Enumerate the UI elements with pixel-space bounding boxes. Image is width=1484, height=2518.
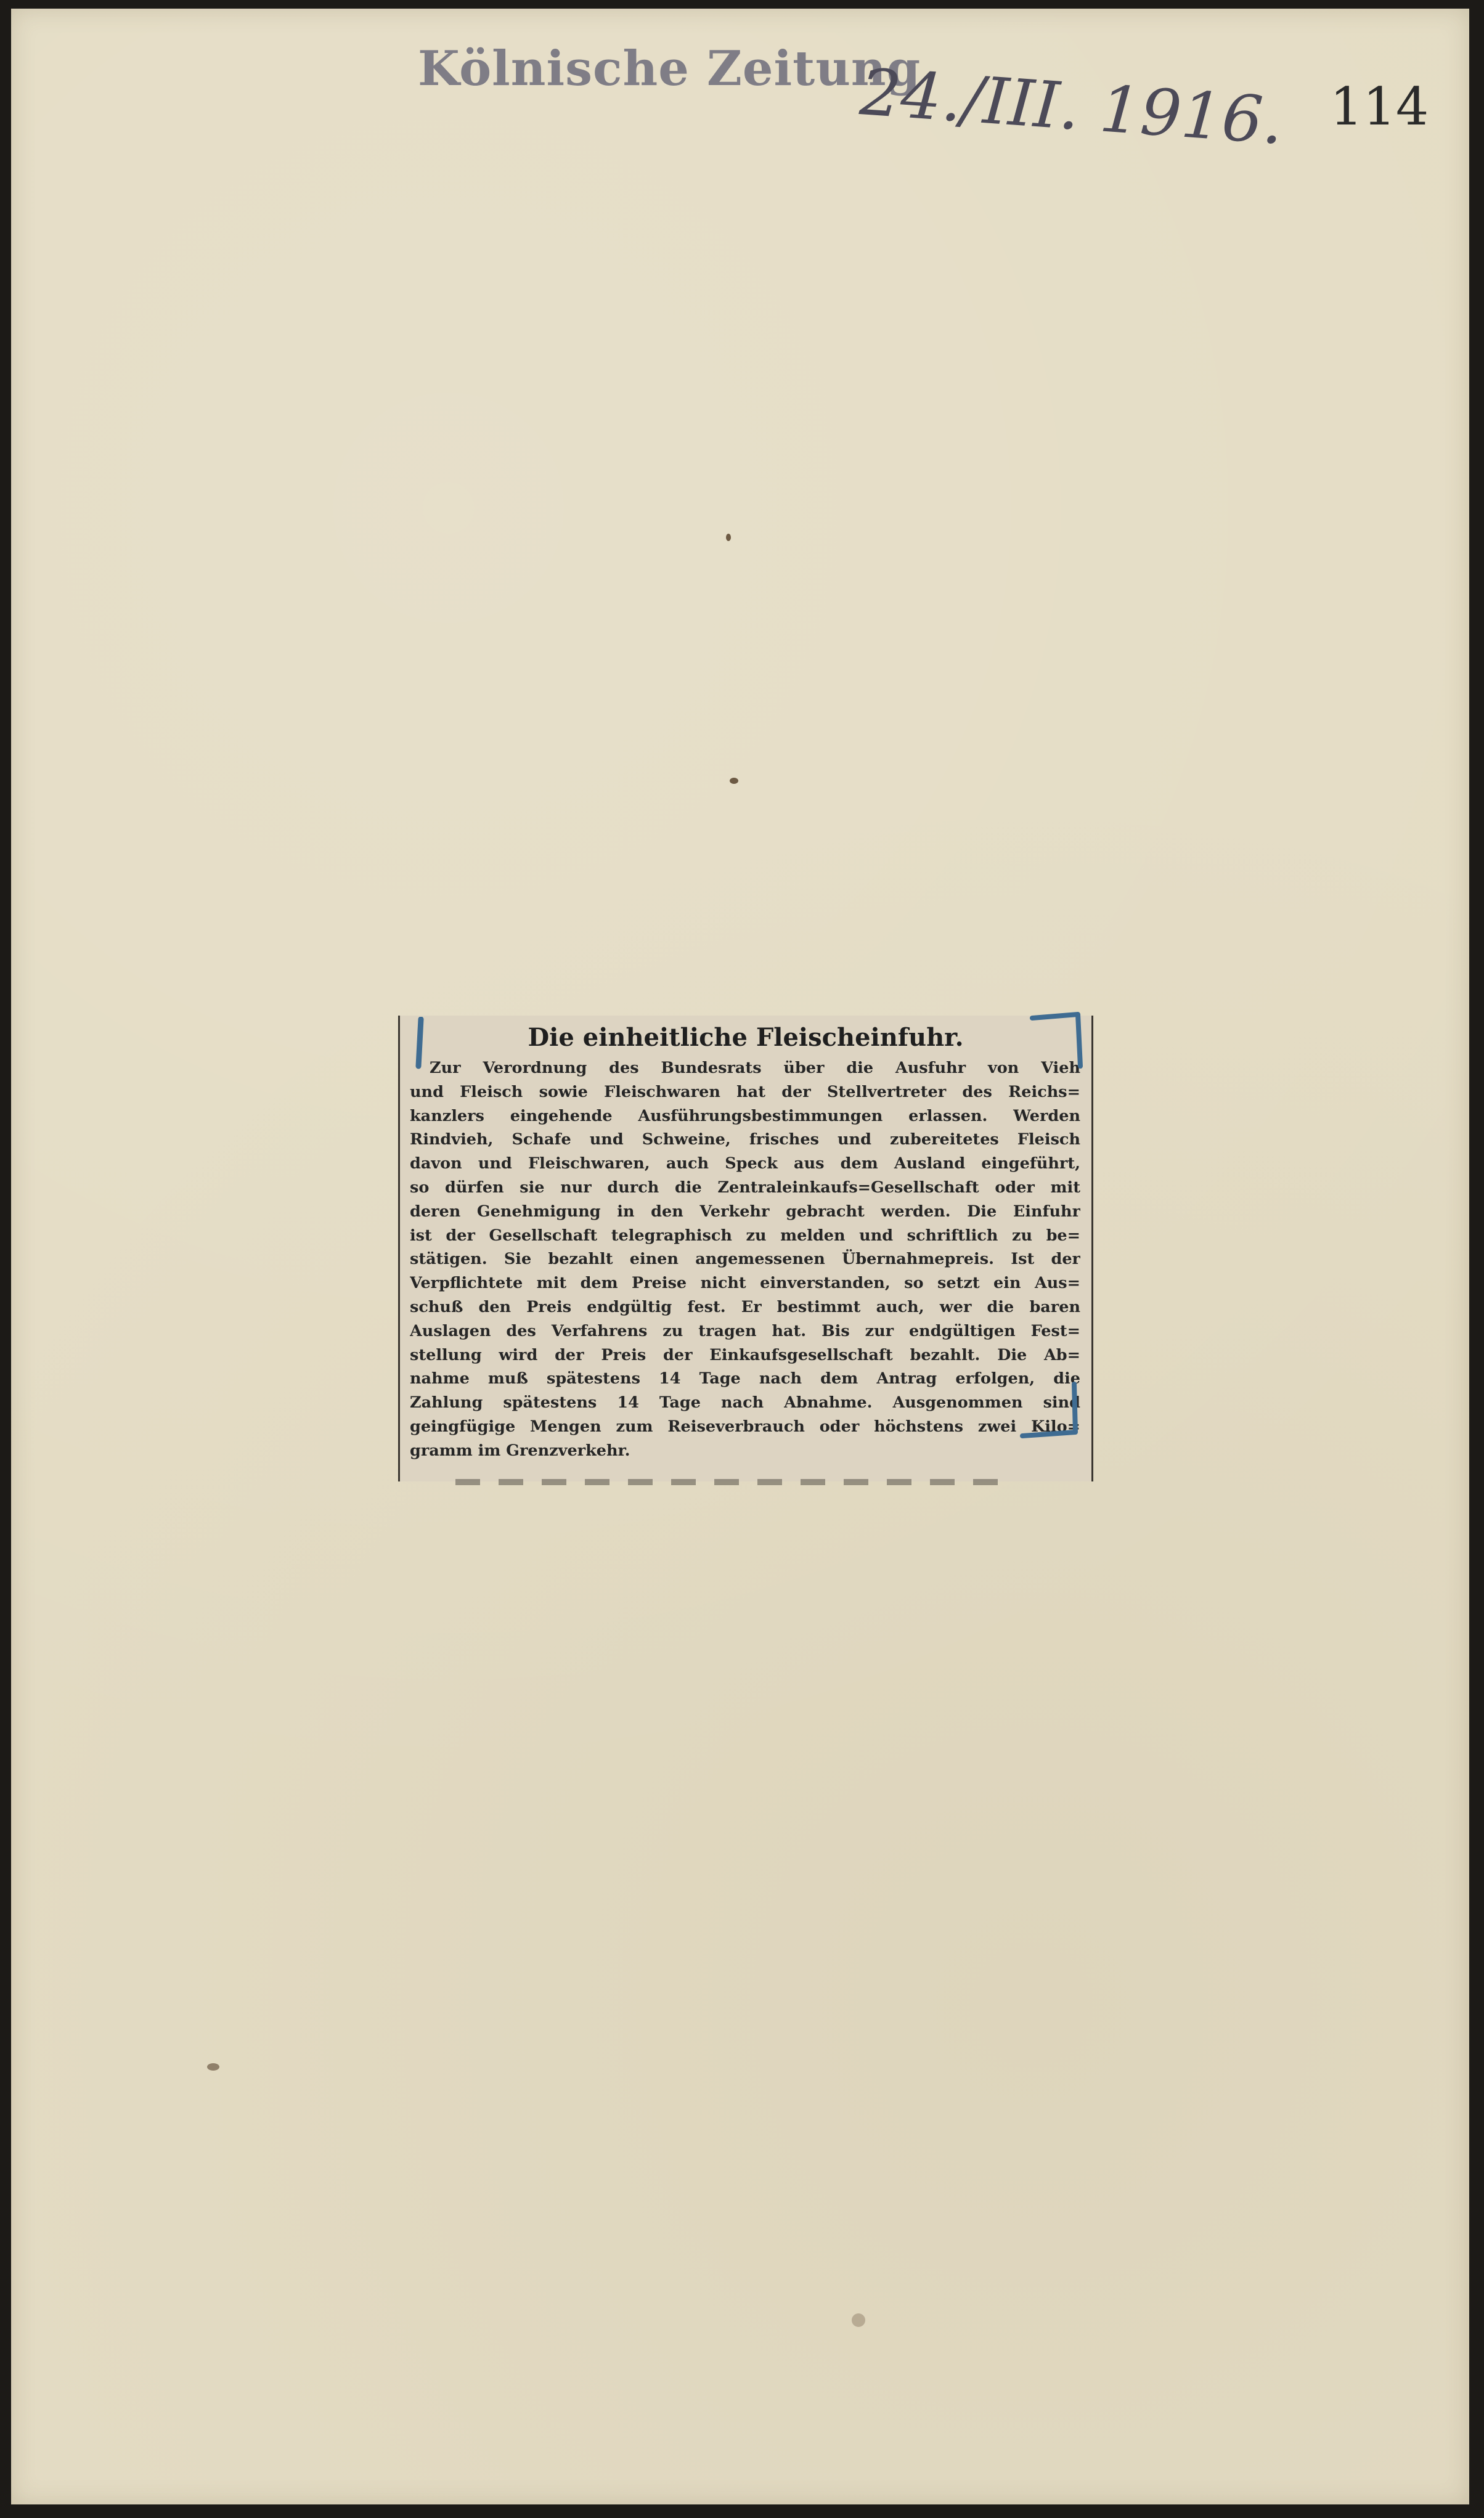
clipping-title: Die einheitliche Fleischeinfuhr. — [528, 1023, 964, 1052]
clipping-line: Zahlung spätestens 14 Tage nach Abnahme. Ausgenommen sind — [410, 1393, 1080, 1412]
clipping-line: Auslagen des Verfahrens zu tragen hat. Bis zur endgültigen Fest= — [410, 1321, 1080, 1340]
newspaper-stamp: Kölnische Zeitung — [418, 41, 921, 97]
clipping-line: davon und Fleischwaren, auch Speck aus dem Ausland eingeführt, — [410, 1154, 1080, 1173]
clipping-line: ist der Gesellschaft telegraphisch zu melden und schriftlich zu be= — [410, 1226, 1080, 1245]
clipping-line: gramm im Grenzverkehr. — [410, 1441, 630, 1460]
clipping-line: Verpflichtete mit dem Preise nicht einverstanden, so setzt ein Aus= — [410, 1274, 1080, 1293]
clipping-line: geingfügige Mengen zum Reiseverbrauch oder höchstens zwei Kilo= — [410, 1417, 1080, 1436]
clipping-line: stätigen. Sie bezahlt einen angemessenen Übernahmepreis. Ist der — [410, 1250, 1080, 1269]
handwritten-date: 24./III. 1916. — [857, 54, 1286, 159]
clipping-line: kanzlers eingehende Ausführungsbestimmungen erlassen. Werden — [410, 1106, 1080, 1125]
clipping-line: Rindvieh, Schafe und Schweine, frisches und zubereitetes Fleisch — [410, 1130, 1080, 1149]
page-number: 114 — [1330, 76, 1429, 137]
clipping-line: und Fleisch sowie Fleischwaren hat der Stellvertreter des Reichs= — [410, 1082, 1080, 1101]
clipping-line: stellung wird der Preis der Einkaufsgesellschaft bezahlt. Die Ab= — [410, 1345, 1080, 1364]
clipping-line: schuß den Preis endgültig fest. Er bestimmt auch, wer die baren — [410, 1297, 1080, 1316]
clipping-line: so dürfen sie nur durch die Zentraleinkaufs=Gesellschaft oder mit — [410, 1178, 1080, 1197]
newspaper-clipping — [398, 1016, 1093, 1481]
paper-speck — [207, 2063, 219, 2071]
clipping-line: nahme muß spätestens 14 Tage nach dem Antrag erfolgen, die — [410, 1369, 1080, 1388]
paper-speck — [726, 534, 731, 541]
clipping-body — [410, 1056, 1080, 1463]
clipping-line: Zur Verordnung des Bundesrats über die Ausfuhr von Vieh — [430, 1059, 1080, 1077]
paper-speck — [852, 2313, 865, 2327]
paper-speck — [730, 778, 738, 784]
clipping-cut-edge — [455, 1479, 1010, 1485]
archive-sheet — [11, 9, 1469, 2504]
clipping-line: deren Genehmigung in den Verkehr gebracht werden. Die Einfuhr — [410, 1202, 1080, 1221]
